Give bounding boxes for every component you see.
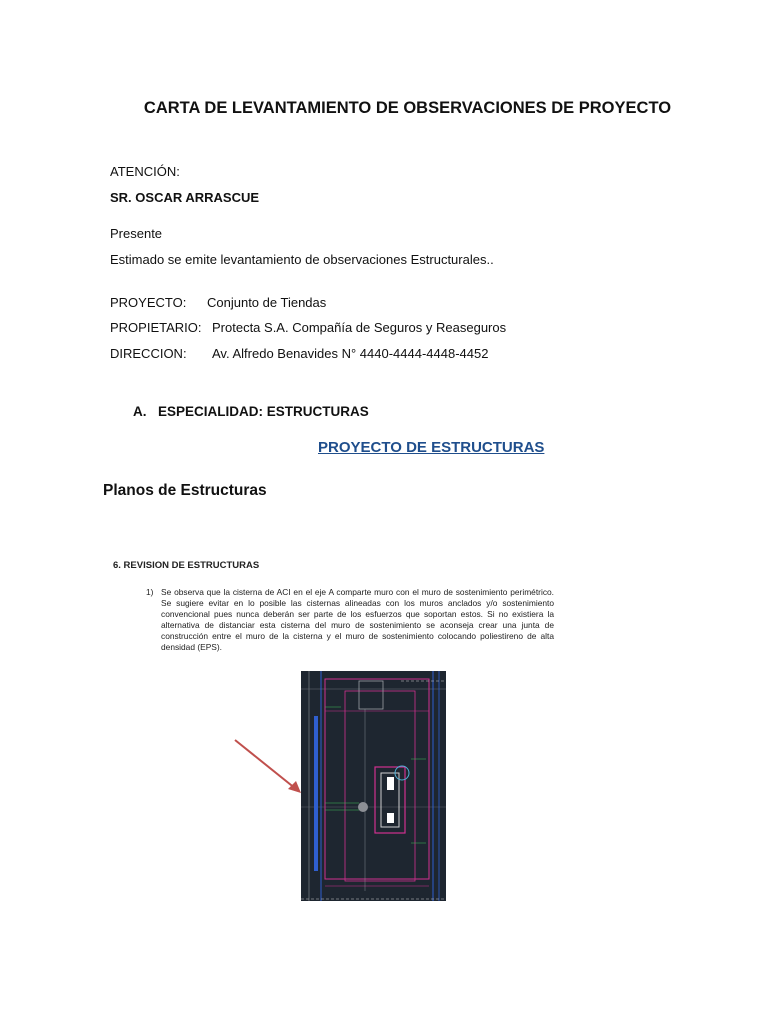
plans-heading: Planos de Estructuras [103, 482, 267, 499]
revision-item-text: Se observa que la cisterna de ACI en el eje A comparte muro con el muro de sostenimiento perimétrico. Se sugiere evitar en lo posible las cisternas alineadas con los muros anclados y/o sostenimiento convencional pues nunca deberán ser parte de los esfuerzos que soportan estos. Si no existiera la alternativa de distanciar esta cisterna del muro de sostenimiento se aconseja crear una junta de construcción entre el muro de la cisterna y el muro de sostenimiento colocando poliestireno de alta densidad (EPS). [161, 587, 554, 653]
structural-plan-drawing [301, 671, 446, 901]
red-arrow-icon [230, 735, 305, 797]
section-letter: A. [133, 404, 147, 419]
revision-heading: 6. REVISION DE ESTRUCTURAS [113, 560, 260, 571]
section-label: ESPECIALIDAD: ESTRUCTURAS [158, 404, 369, 419]
attention-label: ATENCIÓN: [110, 164, 180, 179]
revision-item-number: 1) [146, 587, 154, 597]
greeting: Presente [110, 226, 163, 241]
subsection-title: PROYECTO DE ESTRUCTURAS [318, 439, 545, 456]
field-value-proyecto: Conjunto de Tiendas [207, 295, 327, 310]
field-label-proyecto: PROYECTO: [110, 295, 187, 310]
field-value-propietario: Protecta S.A. Compañía de Seguros y Reaseguros [212, 320, 507, 335]
field-value-direccion: Av. Alfredo Benavides N° 4440-4444-4448-4452 [212, 346, 489, 361]
field-label-propietario: PROPIETARIO: [110, 320, 202, 335]
attention-name: SR. OSCAR ARRASCUE [110, 190, 260, 205]
document-title: CARTA DE LEVANTAMIENTO DE OBSERVACIONES DE PROYECTO [143, 99, 672, 117]
field-label-direccion: DIRECCION: [110, 346, 187, 361]
intro-text: Estimado se emite levantamiento de observaciones Estructurales.. [110, 252, 494, 267]
